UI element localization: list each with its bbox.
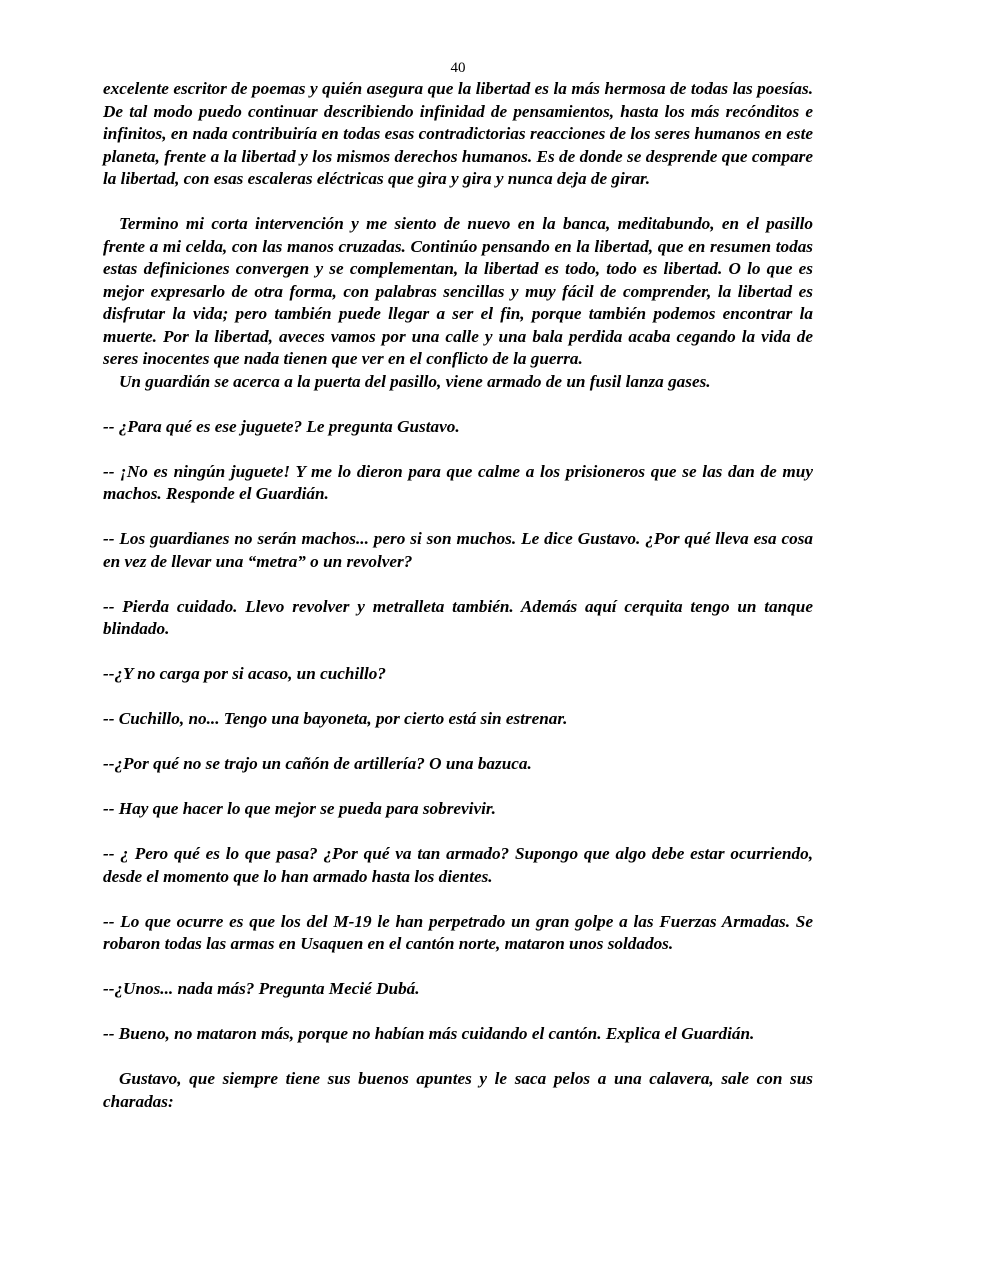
page-number: 40 (450, 60, 466, 76)
dialogue-line: -- Pierda cuidado. Llevo revolver y metralleta también. Además aquí cerquita tengo un tanque blindado. (103, 596, 813, 638)
dialogue-line: -- Bueno, no mataron más, porque no habían más cuidando el cantón. Explica el Guardián. (103, 1024, 755, 1043)
body-text (103, 78, 813, 1113)
paragraph-continuation: excelente escritor de poemas y quién asegura que la libertad es la más hermosa de todas las poesías. De tal modo puedo continuar describiendo infinidad de pensamientos, hasta los más recónditos e infinitos, en nada contribuiría en todas esas contradictorias reacciones de los seres humanos en este planeta, frente a la libertad y los mismos derechos humanos. Es de donde se desprende que compare la libertad, con esas escaleras eléctricas que gira y gira y nunca deja de girar. (103, 79, 813, 188)
dialogue-line: --¿Y no carga por si acaso, un cuchillo? (103, 664, 386, 683)
dialogue-line: -- ¿Para qué es ese juguete? Le pregunta Gustavo. (103, 416, 460, 436)
dialogue-line: -- ¡No es ningún juguete! Y me lo dieron para que calme a los prisioneros que se las dan de muy machos. Responde el Guardián. (103, 461, 813, 503)
dialogue-line: -- Cuchillo, no... Tengo una bayoneta, por cierto está sin estrenar. (103, 709, 568, 728)
dialogue-line: --¿Por qué no se trajo un cañón de artillería? O una bazuca. (103, 754, 532, 773)
paragraph-narration: Termino mi corta intervención y me siento de nuevo en la banca, meditabundo, en el pasillo frente a mi celda, con las manos cruzadas. Continúo pensando en la libertad, que en resumen todas estas definiciones convergen y se complementan, la libertad es todo, todo es libertad. O lo que es mejor expresarlo de otra forma, con palabras sencillas y muy fácil de comprender, la libertad es disfrutar la vida; pero también puede llegar a ser el fin, porque también podemos encontrar la muerte. Por la libertad, aveces vamos por una calle y una bala perdida acaba cegando la vida de seres inocentes que nada tienen que ver en el conflicto de la guerra. (103, 214, 813, 368)
dialogue-line: -- Los guardianes no serán machos... pero si son muchos. Le dice Gustavo. ¿Por qué lleva esa cosa en vez de llevar una “metra” o un revolver? (103, 529, 813, 571)
paragraph-narration: Gustavo, que siempre tiene sus buenos apuntes y le saca pelos a una calavera, sale con sus charadas: (103, 1069, 813, 1111)
dialogue-line: -- Lo que ocurre es que los del M-19 le han perpetrado un gran golpe a las Fuerzas Armadas. Se robaron todas las armas en Usaquen en el cantón norte, mataron unos soldados. (103, 911, 813, 953)
dialogue-line: -- ¿ Pero qué es lo que pasa? ¿Por qué va tan armado? Supongo que algo debe estar ocurriendo, desde el momento que lo han armado hasta los dientes. (103, 844, 813, 886)
dialogue-line: --¿Unos... nada más? Pregunta Mecié Dubá. (103, 979, 420, 998)
paragraph-narration: Un guardián se acerca a la puerta del pasillo, viene armado de un fusil lanza gases. (119, 371, 711, 391)
dialogue-line: -- Hay que hacer lo que mejor se pueda para sobrevivir. (103, 799, 496, 818)
